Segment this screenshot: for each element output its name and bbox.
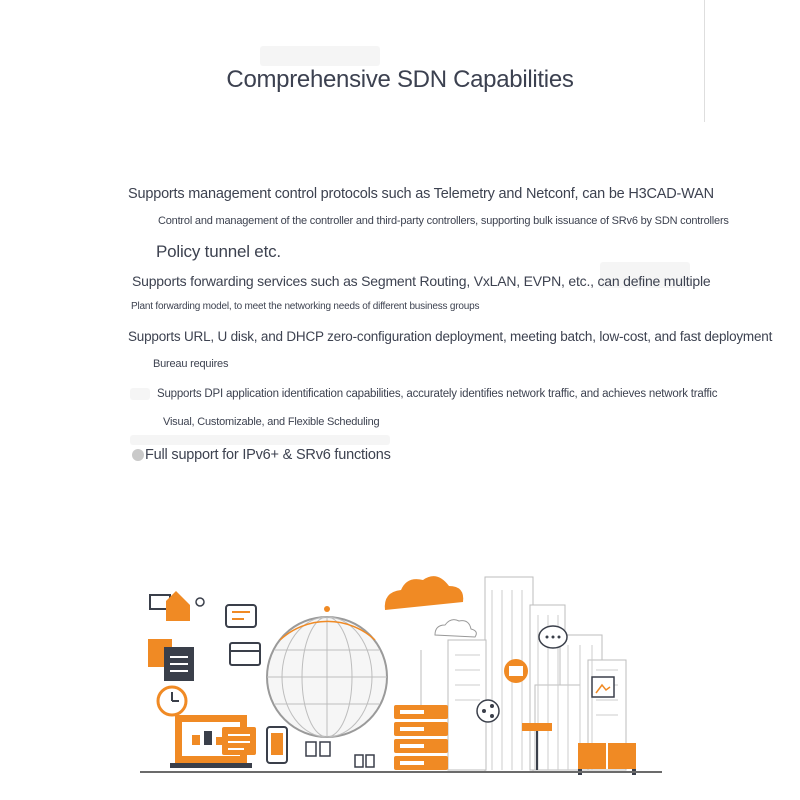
- feature-line: Supports DPI application identification capabilities, accurately identifies network traffic, and achieves network traffic: [157, 388, 718, 400]
- globe-icon: [267, 606, 387, 737]
- feature-line: Visual, Customizable, and Flexible Scheduling: [163, 416, 380, 428]
- chat-icon: [222, 605, 262, 755]
- image-icon: [592, 677, 614, 697]
- feature-line: Control and management of the controller and third-party controllers, supporting bulk issuance of SRv6 by SDN controllers: [158, 215, 729, 227]
- mail-icon: [150, 591, 204, 621]
- faded-background-text: [130, 388, 150, 400]
- share-icon: [477, 700, 499, 722]
- bullet-icon: [132, 449, 144, 461]
- small-boxes-icon: [306, 742, 374, 767]
- feature-line: Supports URL, U disk, and DHCP zero-configuration deployment, meeting batch, low-cost, and fast deployment: [128, 329, 773, 344]
- clock-icon: [158, 687, 186, 715]
- envelope-icon: [504, 659, 528, 683]
- speech-bubble-icon: [539, 626, 567, 648]
- document-icon: [148, 639, 194, 681]
- faded-background-text: [130, 435, 390, 445]
- cloud-icon: [385, 576, 477, 637]
- faded-background-text: [260, 46, 380, 66]
- feature-line: Bureau requires: [153, 358, 229, 370]
- network-illustration: [130, 565, 690, 780]
- phone-icon: [267, 727, 287, 763]
- feature-line: Full support for IPv6+ & SRv6 functions: [145, 447, 391, 463]
- feature-line: Plant forwarding model, to meet the networking needs of different business groups: [131, 301, 480, 312]
- feature-line: Supports management control protocols such as Telemetry and Netconf, can be H3CAD-WAN: [128, 186, 714, 202]
- briefcase-icon: [230, 643, 260, 665]
- feature-line: Policy tunnel etc.: [156, 242, 281, 261]
- divider-line: [704, 0, 705, 122]
- page-title: Comprehensive SDN Capabilities: [226, 66, 574, 93]
- server-stack-icon: [394, 650, 448, 770]
- feature-line: Supports forwarding services such as Segment Routing, VxLAN, EVPN, etc., can define multiple: [132, 273, 711, 289]
